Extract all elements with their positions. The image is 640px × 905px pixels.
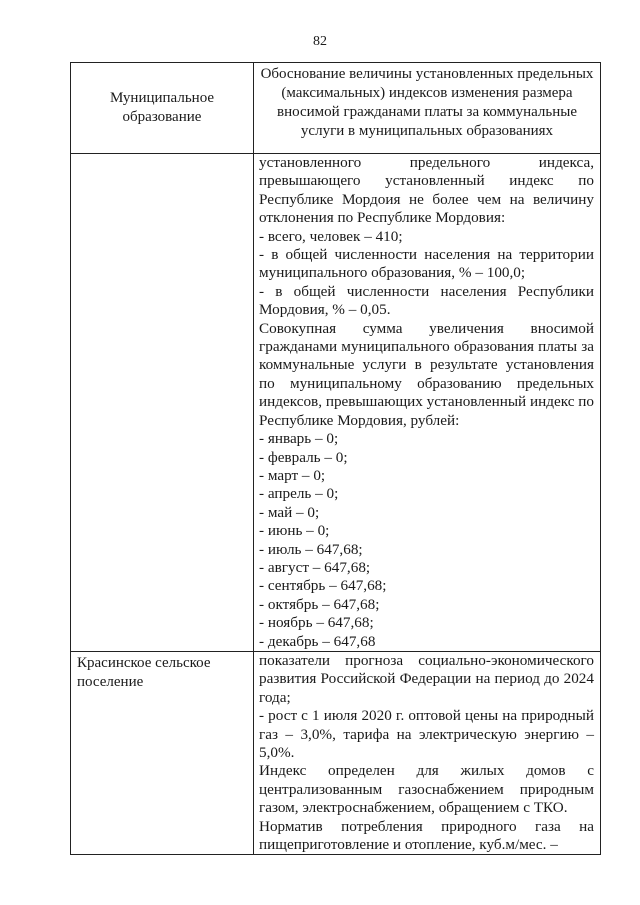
row1-text-line: - январь – 0; xyxy=(259,430,339,448)
table-row xyxy=(71,651,601,854)
row2-municipality-cell: Красинское сельское поселение xyxy=(71,651,254,854)
table-row xyxy=(71,154,601,652)
page-number: 82 xyxy=(313,34,327,49)
row1-text-line: - сентябрь – 647,68; xyxy=(259,577,387,595)
municipal-index-table xyxy=(70,62,601,855)
row1-municipality-cell xyxy=(71,154,254,652)
row1-text-line: - июнь – 0; xyxy=(259,522,330,540)
row2-text-line: - рост с 1 июля 2020 г. оптовой цены на природный газ – 3,0%, тарифа на электрическую энергию – 5,0%. xyxy=(259,707,594,761)
row1-text-line: - август – 647,68; xyxy=(259,558,371,576)
row1-text-line: - декабрь – 647,68 xyxy=(259,632,376,650)
row1-justification-cell xyxy=(254,154,601,652)
row1-text-line: - июль – 647,68; xyxy=(259,540,363,558)
header-municipality-cell xyxy=(71,63,254,154)
header-justification-cell xyxy=(254,63,601,154)
row2-text-line: Норматив потребления природного газа на пищеприготовление и отопление, куб.м/мес. – xyxy=(259,817,594,854)
row2-justification-cell xyxy=(254,651,601,854)
row1-text-line: - апрель – 0; xyxy=(259,485,339,503)
row1-text-line: - март – 0; xyxy=(259,466,326,484)
row1-text-line: - в общей численности населения Республики Мордовия, % – 0,05. xyxy=(259,282,594,319)
row1-text-line: Совокупная сумма увеличения вносимой гражданами муниципального образования платы за коммунальные услуги в результате установления по муниципальному образованию предельных индексов, превышающих установленный индекс по Республике Мордовия, рублей: xyxy=(259,319,594,429)
row1-text-line: - ноябрь – 647,68; xyxy=(259,614,374,632)
row2-text-line: показатели прогноза социально-экономического развития Российской Федерации на период до 2024 года; xyxy=(259,651,594,706)
row2-text-line: Индекс определен для жилых домов с централизованным газоснабжением природным газом, электроснабжением, обращением с ТКО. xyxy=(259,762,594,817)
header-municipality-label: Муниципальное образование xyxy=(109,90,215,125)
header-justification-label: Обоснование величины установленных предельных (максимальных) индексов изменения размера вносимой гражданами платы за коммунальные услуги в муниципальных образованиях xyxy=(260,66,594,139)
row1-text-line: - всего, человек – 410; xyxy=(259,227,403,245)
row1-text-line: установленного предельного индекса, превышающего установленный индекс по Республике Мордоия не более чем на величину отклонения по Республике Мордовия: xyxy=(259,154,594,227)
row1-text-line: - февраль – 0; xyxy=(259,448,348,466)
row1-text-line: - октябрь – 647,68; xyxy=(259,595,380,613)
table-header-row xyxy=(71,63,601,154)
row1-text-line: - май – 0; xyxy=(259,503,320,521)
row1-text-line: - в общей численности населения на территории муниципального образования, % – 100,0; xyxy=(259,246,594,282)
